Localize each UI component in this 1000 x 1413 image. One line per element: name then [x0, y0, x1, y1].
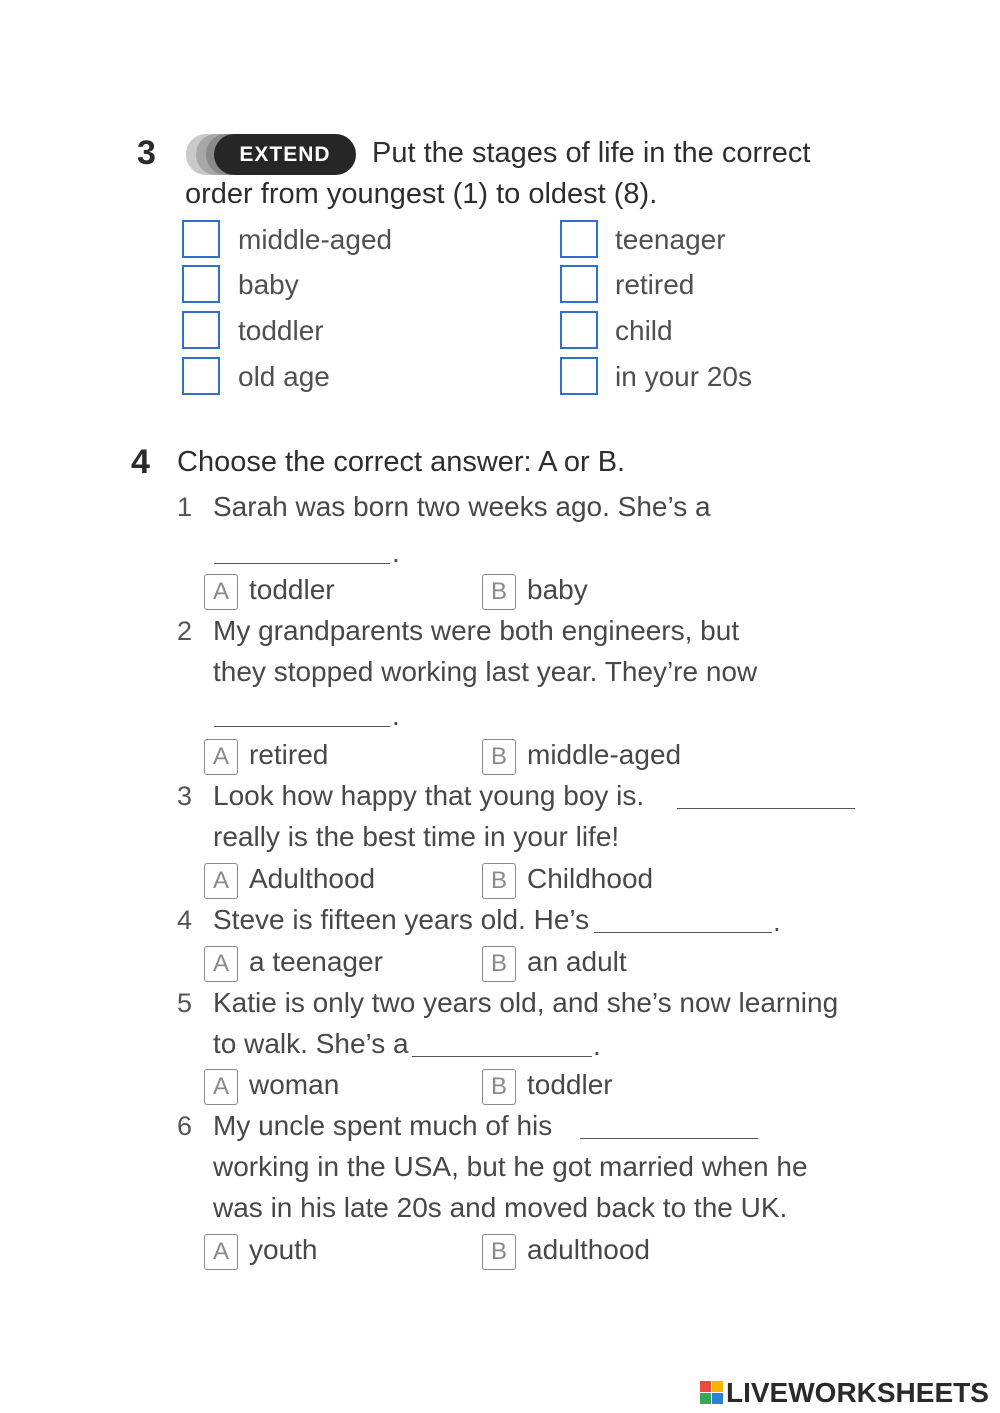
order-box-retired[interactable] — [560, 265, 598, 303]
option-a-box[interactable]: A — [204, 739, 238, 775]
option-a-box[interactable]: A — [204, 863, 238, 899]
question-6-line-3: was in his late 20s and moved back to the UK. — [213, 1192, 788, 1223]
logo-mark-icon — [700, 1381, 724, 1405]
extend-badge-label: EXTEND — [214, 134, 356, 175]
option-a-box[interactable]: A — [204, 946, 238, 982]
stage-toddler: toddler — [238, 315, 324, 346]
question-4-line-1: Steve is fifteen years old. He’s — [213, 904, 590, 935]
period: . — [773, 906, 781, 937]
option-a-box[interactable]: A — [204, 1069, 238, 1105]
extend-badge — [186, 134, 356, 175]
question-6-line-2: working in the USA, but he got married when he — [213, 1151, 808, 1182]
order-box-in-your-20s[interactable] — [560, 357, 598, 395]
option-b-box[interactable]: B — [482, 863, 516, 899]
answer-blank-4[interactable] — [594, 932, 772, 933]
option-b-box[interactable]: B — [482, 946, 516, 982]
option-a-box[interactable]: A — [204, 1234, 238, 1270]
option-a-text[interactable]: Adulthood — [249, 863, 376, 894]
option-b-text[interactable]: toddler — [527, 1069, 613, 1100]
stage-in-your-20s: in your 20s — [615, 361, 752, 392]
exercise-4-number: 4 — [131, 443, 150, 481]
period: . — [392, 537, 400, 568]
question-6-line-1: My uncle spent much of his — [213, 1110, 553, 1141]
option-b-text[interactable]: baby — [527, 574, 588, 605]
option-b-text[interactable]: an adult — [527, 946, 627, 977]
exercise-4-title: Choose the correct answer: A or B. — [177, 446, 626, 478]
stage-child: child — [615, 315, 673, 346]
order-box-middle-aged[interactable] — [182, 220, 220, 258]
order-box-teenager[interactable] — [560, 220, 598, 258]
question-number: 4 — [177, 905, 193, 935]
option-b-text[interactable]: middle-aged — [527, 739, 682, 770]
option-a-text[interactable]: toddler — [249, 574, 335, 605]
option-b-box[interactable]: B — [482, 574, 516, 610]
order-box-baby[interactable] — [182, 265, 220, 303]
answer-blank-6[interactable] — [580, 1138, 758, 1139]
order-box-toddler[interactable] — [182, 311, 220, 349]
stage-old-age: old age — [238, 361, 330, 392]
option-b-box[interactable]: B — [482, 1069, 516, 1105]
stage-baby: baby — [238, 269, 299, 300]
stage-retired: retired — [615, 269, 695, 300]
question-number: 2 — [177, 616, 193, 646]
option-b-box[interactable]: B — [482, 1234, 516, 1270]
question-number: 6 — [177, 1111, 193, 1141]
question-number: 1 — [177, 492, 193, 522]
period: . — [392, 700, 400, 731]
exercise-3-instruction-line-1: Put the stages of life in the correct — [372, 137, 811, 169]
question-3-line-1: Look how happy that young boy is. — [213, 780, 645, 811]
question-number: 5 — [177, 988, 193, 1018]
option-a-text[interactable]: a teenager — [249, 946, 383, 977]
period: . — [593, 1030, 601, 1061]
option-b-text[interactable]: adulthood — [527, 1234, 651, 1265]
question-5-line-1: Katie is only two years old, and she’s now learning — [213, 987, 839, 1018]
question-5-line-2: to walk. She’s a — [213, 1028, 409, 1059]
question-number: 3 — [177, 781, 193, 811]
option-a-box[interactable]: A — [204, 574, 238, 610]
option-a-text[interactable]: retired — [249, 739, 329, 770]
question-3-line-2: really is the best time in your life! — [213, 821, 620, 852]
exercise-3-number: 3 — [137, 134, 156, 172]
stage-middle-aged: middle-aged — [238, 224, 393, 255]
option-b-box[interactable]: B — [482, 739, 516, 775]
option-a-text[interactable]: woman — [249, 1069, 340, 1100]
order-box-old-age[interactable] — [182, 357, 220, 395]
option-b-text[interactable]: Childhood — [527, 863, 654, 894]
exercise-3-instruction-line-2: order from youngest (1) to oldest (8). — [185, 178, 658, 210]
stage-teenager: teenager — [615, 224, 726, 255]
answer-blank-1[interactable] — [214, 563, 390, 564]
answer-blank-2[interactable] — [214, 726, 390, 727]
order-box-child[interactable] — [560, 311, 598, 349]
liveworksheets-logo — [700, 1376, 989, 1410]
option-a-text[interactable]: youth — [249, 1234, 318, 1265]
answer-blank-3[interactable] — [677, 808, 855, 809]
logo-text: LIVEWORKSHEETS — [726, 1377, 989, 1408]
question-1-line-1: Sarah was born two weeks ago. She’s a — [213, 491, 711, 522]
question-2-line-1: My grandparents were both engineers, but — [213, 615, 740, 646]
question-2-line-2: they stopped working last year. They’re now — [213, 656, 758, 687]
answer-blank-5[interactable] — [412, 1056, 592, 1057]
